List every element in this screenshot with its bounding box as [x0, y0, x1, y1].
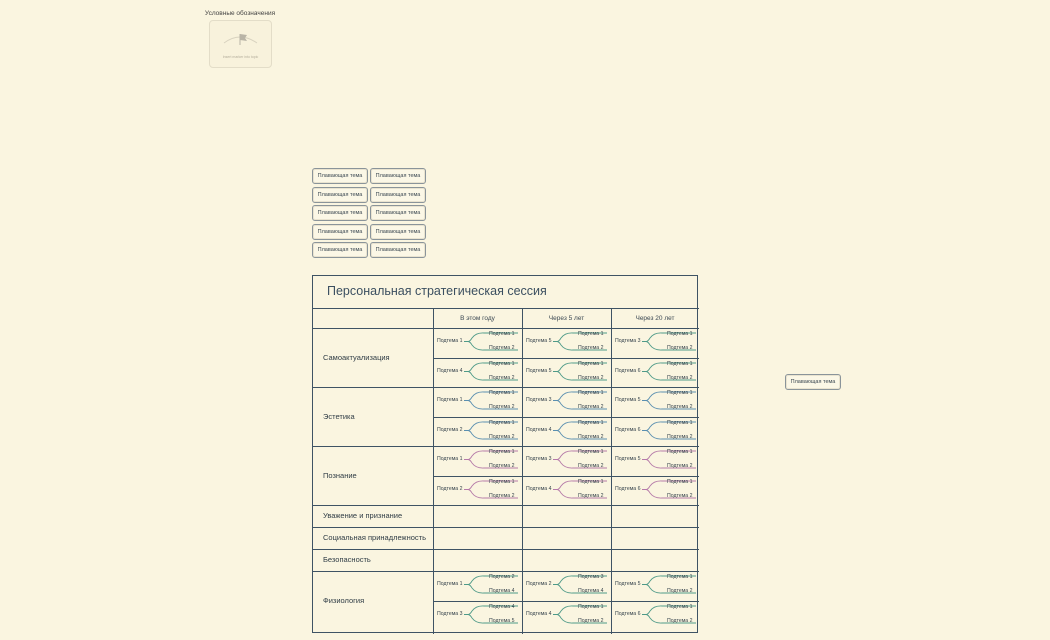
mindmap-root[interactable]: Подтема 5 — [615, 397, 641, 403]
mini-mindmap[interactable] — [523, 571, 611, 600]
mindmap-leaf[interactable]: Подтема 4 — [489, 604, 515, 610]
mindmap-leaf[interactable]: Подтема 2 — [489, 574, 515, 580]
mindmap-leaf[interactable]: Подтема 2 — [667, 404, 693, 410]
floating-topic[interactable]: Плавающая тема — [370, 224, 426, 240]
row-label: Безопасность — [323, 555, 371, 564]
mindmap-root[interactable]: Подтема 4 — [437, 367, 463, 374]
mindmap-root[interactable]: Подтема 6 — [615, 426, 641, 433]
mindmap-root[interactable]: Подтема 3 — [437, 611, 463, 617]
row-label: Самоактуализация — [323, 352, 390, 362]
column-header: В этом году — [460, 315, 495, 322]
mindmap-root[interactable]: Подтема 1 — [437, 338, 463, 344]
mindmap-leaf[interactable]: Подтема 2 — [489, 404, 515, 410]
mindmap-leaf[interactable]: Подтема 2 — [667, 618, 693, 624]
row-divider — [313, 549, 699, 550]
legend-box[interactable] — [209, 20, 272, 68]
mindmap-leaf[interactable]: Подтема 2 — [667, 588, 693, 594]
mindmap-root[interactable]: Подтема 1 — [437, 456, 463, 462]
mindmap-leaf[interactable]: Подтема 2 — [578, 492, 604, 499]
mindmap-leaf[interactable]: Подтема 1 — [578, 604, 604, 610]
floating-topic[interactable]: Плавающая тема — [312, 242, 368, 258]
mindmap-root[interactable]: Подтема 6 — [615, 367, 641, 374]
mindmap-leaf[interactable]: Подтема 2 — [489, 492, 515, 499]
strategy-table — [312, 275, 698, 633]
mindmap-leaf[interactable]: Подтема 1 — [667, 604, 693, 610]
mindmap-leaf[interactable]: Подтема 1 — [489, 390, 515, 396]
mindmap-leaf[interactable]: Подтема 2 — [578, 463, 604, 469]
mindmap-leaf[interactable]: Подтема 2 — [667, 463, 693, 469]
mini-mindmap[interactable] — [523, 476, 611, 505]
mindmap-leaf[interactable]: Подтема 2 — [578, 345, 604, 351]
floating-topic[interactable]: Плавающая тема — [312, 187, 368, 203]
mindmap-leaf[interactable]: Подтема 1 — [489, 331, 515, 337]
mindmap-leaf[interactable]: Подтема 1 — [489, 478, 515, 485]
mindmap-leaf[interactable]: Подтема 4 — [489, 588, 515, 594]
mindmap-root[interactable]: Подтема 3 — [526, 397, 552, 403]
mini-mindmap[interactable] — [434, 476, 522, 505]
mindmap-leaf[interactable]: Подтема 4 — [578, 588, 604, 594]
mindmap-root[interactable]: Подтема 2 — [437, 426, 463, 433]
mindmap-leaf[interactable]: Подтема 1 — [578, 478, 604, 485]
mindmap-root[interactable]: Подтема 1 — [437, 397, 463, 403]
row-label: Социальная принадлежность — [323, 533, 426, 542]
row-divider — [313, 527, 699, 528]
floating-topic[interactable]: Плавающая тема — [370, 187, 426, 203]
mindmap-root[interactable]: Подтема 2 — [437, 485, 463, 492]
column-header: Через 20 лет — [635, 315, 675, 322]
row-label: Познание — [323, 470, 357, 480]
flag-icon — [210, 21, 271, 67]
mini-mindmap[interactable] — [612, 446, 700, 475]
mindmap-leaf[interactable]: Подтема 2 — [489, 374, 515, 381]
mindmap-leaf[interactable]: Подтема 1 — [667, 360, 693, 367]
row-label: Физиология — [323, 596, 365, 605]
mini-mindmap[interactable] — [434, 358, 522, 387]
mini-mindmap[interactable] — [434, 601, 522, 630]
mini-mindmap[interactable] — [523, 387, 611, 416]
mini-mindmap[interactable] — [612, 358, 700, 387]
mindmap-leaf[interactable]: Подтема 1 — [578, 331, 604, 337]
mindmap-leaf[interactable]: Подтема 1 — [667, 331, 693, 337]
mini-mindmap[interactable] — [523, 446, 611, 475]
mini-mindmap[interactable] — [523, 358, 611, 387]
mindmap-root[interactable]: Подтема 2 — [526, 581, 552, 587]
mindmap-leaf[interactable]: Подтема 2 — [667, 374, 693, 381]
mini-mindmap[interactable] — [612, 476, 700, 505]
row-label: Уважение и признание — [323, 511, 403, 520]
mindmap-leaf[interactable]: Подтема 5 — [489, 618, 515, 624]
mindmap-root[interactable]: Подтема 3 — [526, 456, 552, 462]
mini-mindmap[interactable] — [523, 417, 611, 446]
mindmap-leaf[interactable]: Подтема 1 — [578, 419, 604, 426]
mindmap-leaf[interactable]: Подтема 2 — [578, 404, 604, 410]
mindmap-root[interactable]: Подтема 5 — [615, 456, 641, 462]
mindmap-root[interactable]: Подтема 6 — [615, 485, 641, 492]
mindmap-leaf[interactable]: Подтема 1 — [667, 449, 693, 455]
mindmap-leaf[interactable]: Подтема 1 — [667, 574, 693, 580]
mini-mindmap[interactable] — [612, 417, 700, 446]
mindmap-leaf[interactable]: Подтема 1 — [667, 478, 693, 485]
mini-mindmap[interactable] — [434, 328, 522, 357]
mindmap-leaf[interactable]: Подтема 2 — [489, 345, 515, 351]
mindmap-leaf[interactable]: Подтема 2 — [667, 433, 693, 440]
row-divider — [313, 505, 699, 506]
mindmap-leaf[interactable]: Подтема 1 — [578, 449, 604, 455]
mindmap-root[interactable]: Подтема 5 — [615, 581, 641, 587]
mindmap-leaf[interactable]: Подтема 1 — [489, 449, 515, 455]
mindmap-leaf[interactable]: Подтема 1 — [578, 360, 604, 367]
mindmap-root[interactable]: Подтема 4 — [526, 485, 552, 492]
mindmap-root[interactable]: Подтема 5 — [526, 338, 552, 344]
mindmap-leaf[interactable]: Подтема 2 — [578, 433, 604, 440]
mindmap-leaf[interactable]: Подтема 1 — [489, 360, 515, 367]
floating-topic[interactable]: Плавающая тема — [312, 205, 368, 221]
mini-mindmap[interactable] — [434, 387, 522, 416]
mini-mindmap[interactable] — [523, 601, 611, 630]
mini-mindmap[interactable] — [612, 601, 700, 630]
mini-mindmap[interactable] — [523, 328, 611, 357]
mindmap-root[interactable]: Подтема 3 — [615, 338, 641, 344]
mindmap-leaf[interactable]: Подтема 1 — [667, 419, 693, 426]
row-label: Эстетика — [323, 411, 355, 421]
mini-mindmap[interactable] — [434, 571, 522, 600]
mindmap-leaf[interactable]: Подтема 1 — [489, 419, 515, 426]
mini-mindmap[interactable] — [612, 387, 700, 416]
floating-topic[interactable]: Плавающая тема — [370, 168, 426, 184]
mindmap-leaf[interactable]: Подтема 2 — [489, 433, 515, 440]
mindmap-root[interactable]: Подтема 4 — [526, 426, 552, 433]
floating-topic[interactable]: Плавающая тема — [312, 168, 368, 184]
mindmap-root[interactable]: Подтема 4 — [526, 611, 552, 617]
mindmap-leaf[interactable]: Подтема 1 — [578, 390, 604, 396]
mini-mindmap[interactable] — [434, 446, 522, 475]
mindmap-root[interactable]: Подтема 1 — [437, 581, 463, 587]
floating-topic[interactable]: Плавающая тема — [370, 242, 426, 258]
table-title: Персональная стратегическая сессия — [327, 284, 547, 298]
mindmap-leaf[interactable]: Подтема 1 — [667, 390, 693, 396]
mindmap-leaf[interactable]: Подтема 2 — [578, 374, 604, 381]
mini-mindmap[interactable] — [434, 417, 522, 446]
legend-title: Условные обозначения — [204, 10, 276, 17]
mini-mindmap[interactable] — [612, 328, 700, 357]
floating-topic[interactable]: Плавающая тема — [312, 224, 368, 240]
mindmap-leaf[interactable]: Подтема 2 — [489, 463, 515, 469]
mindmap-leaf[interactable]: Подтема 2 — [578, 618, 604, 624]
mindmap-leaf[interactable]: Подтема 2 — [667, 345, 693, 351]
mindmap-root[interactable]: Подтема 5 — [526, 367, 552, 374]
mini-mindmap[interactable] — [612, 571, 700, 600]
mindmap-root[interactable]: Подтема 6 — [615, 611, 641, 617]
mindmap-leaf[interactable]: Подтема 2 — [667, 492, 693, 499]
mindmap-leaf[interactable]: Подтема 3 — [578, 574, 604, 580]
column-header: Через 5 лет — [548, 315, 585, 322]
floating-topic[interactable]: Плавающая тема — [785, 374, 841, 390]
floating-topic[interactable]: Плавающая тема — [370, 205, 426, 221]
legend-hint: Insert marker into topic — [222, 55, 259, 59]
